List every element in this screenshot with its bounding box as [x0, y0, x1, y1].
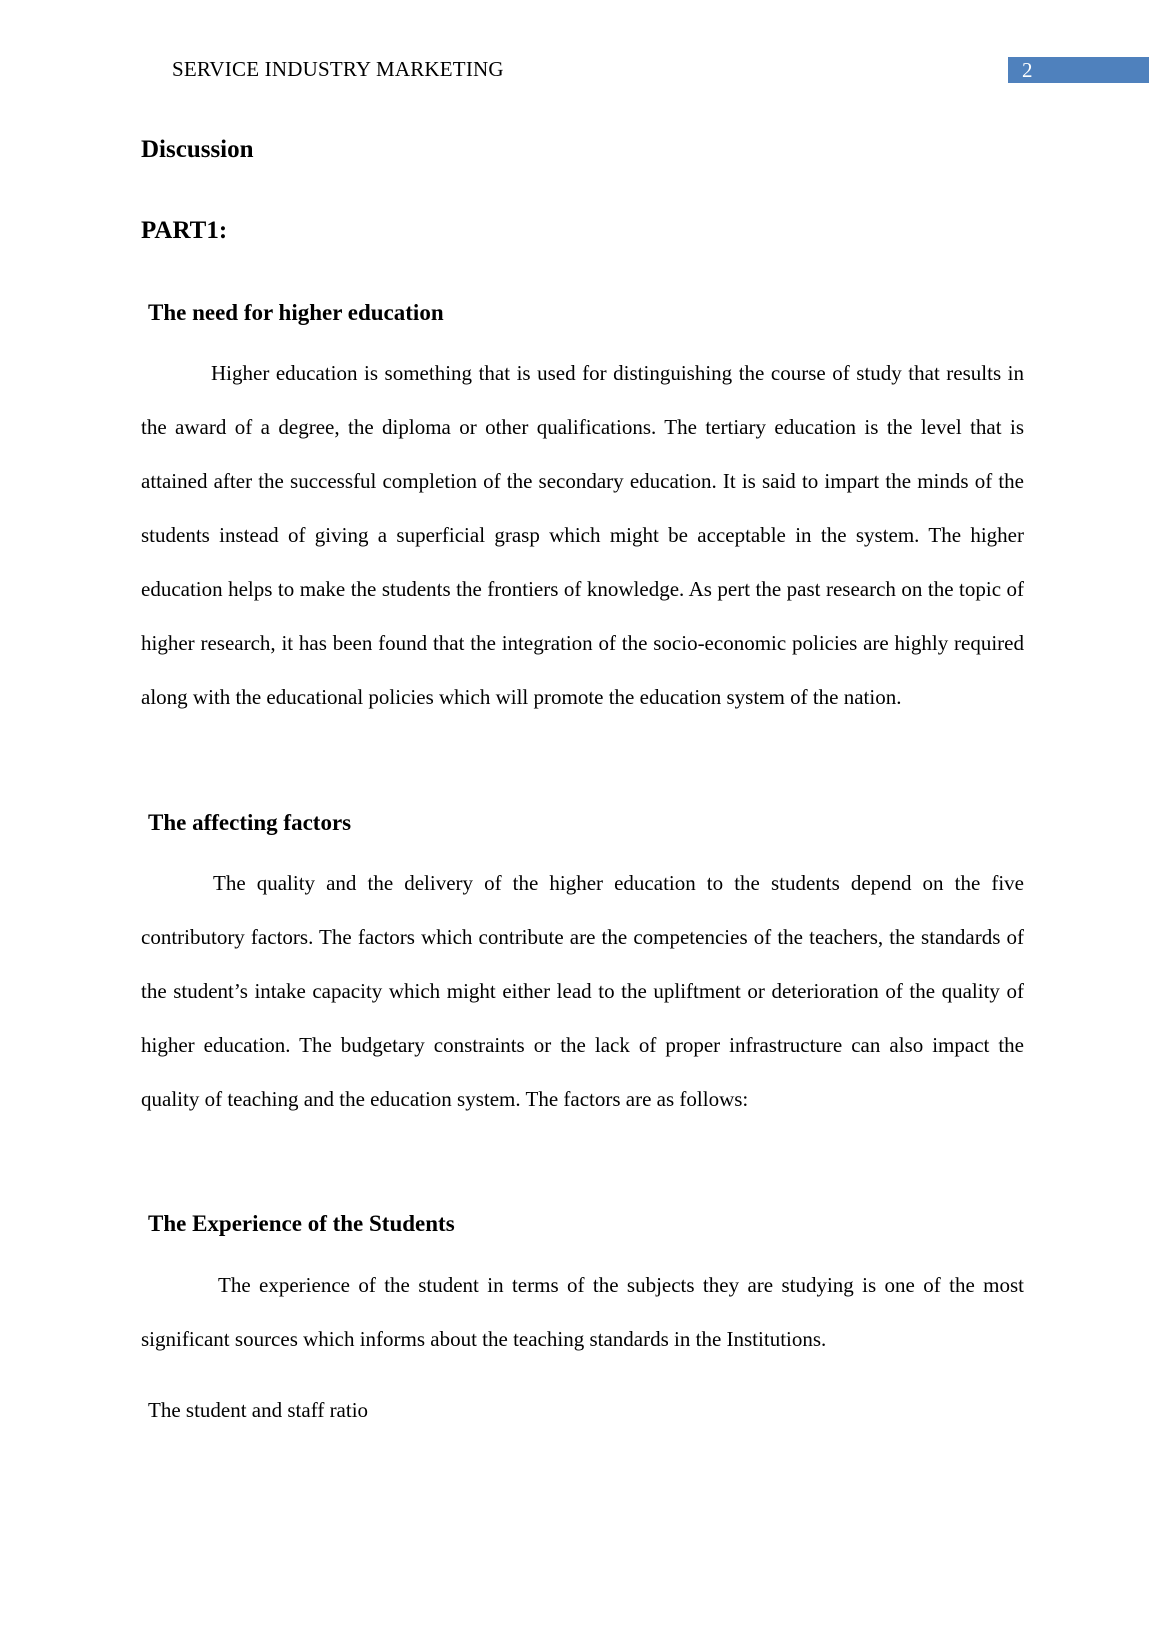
heading-affecting-factors: The affecting factors	[148, 810, 352, 835]
paragraph-experience-of-students: The experience of the student in terms of the subjects they are studying is one of the most significant sources which informs about the teaching standards in the Institutions.	[141, 1273, 1024, 1351]
student-staff-ratio-line: The student and staff ratio	[148, 1398, 369, 1422]
paragraph-need-for-higher-education: Higher education is something that is used for distinguishing the course of study that results in the award of a degree, the diploma or other qualifications. The tertiary education is the level that is attained after the successful completion of the secondary education. It is said to impart the minds of the students instead of giving a superficial grasp which might be acceptable in the system. The higher education helps to make the students the frontiers of knowledge. As pert the past research on the topic of higher research, it has been found that the integration of the socio-economic policies are highly required along with the educational policies which will promote the education system of the nation.	[141, 361, 1024, 709]
running-head-title: SERVICE INDUSTRY MARKETING	[172, 57, 504, 81]
page-number-badge	[1008, 57, 1149, 83]
page-number: 2	[1022, 58, 1033, 82]
heading-need-for-higher-education: The need for higher education	[148, 300, 444, 325]
heading-discussion: Discussion	[141, 136, 254, 163]
paragraph-affecting-factors: The quality and the delivery of the higher education to the students depend on the five contributory factors. The factors which contribute are the competencies of the teachers, the standards of the student’s intake capacity which might either lead to the upliftment or deterioration of the quality of higher education. The budgetary constraints or the lack of proper infrastructure can also impact the quality of teaching and the education system. The factors are as follows:	[141, 871, 1024, 1111]
heading-experience-of-students: The Experience of the Students	[148, 1211, 455, 1236]
heading-part1: PART1:	[141, 217, 228, 244]
